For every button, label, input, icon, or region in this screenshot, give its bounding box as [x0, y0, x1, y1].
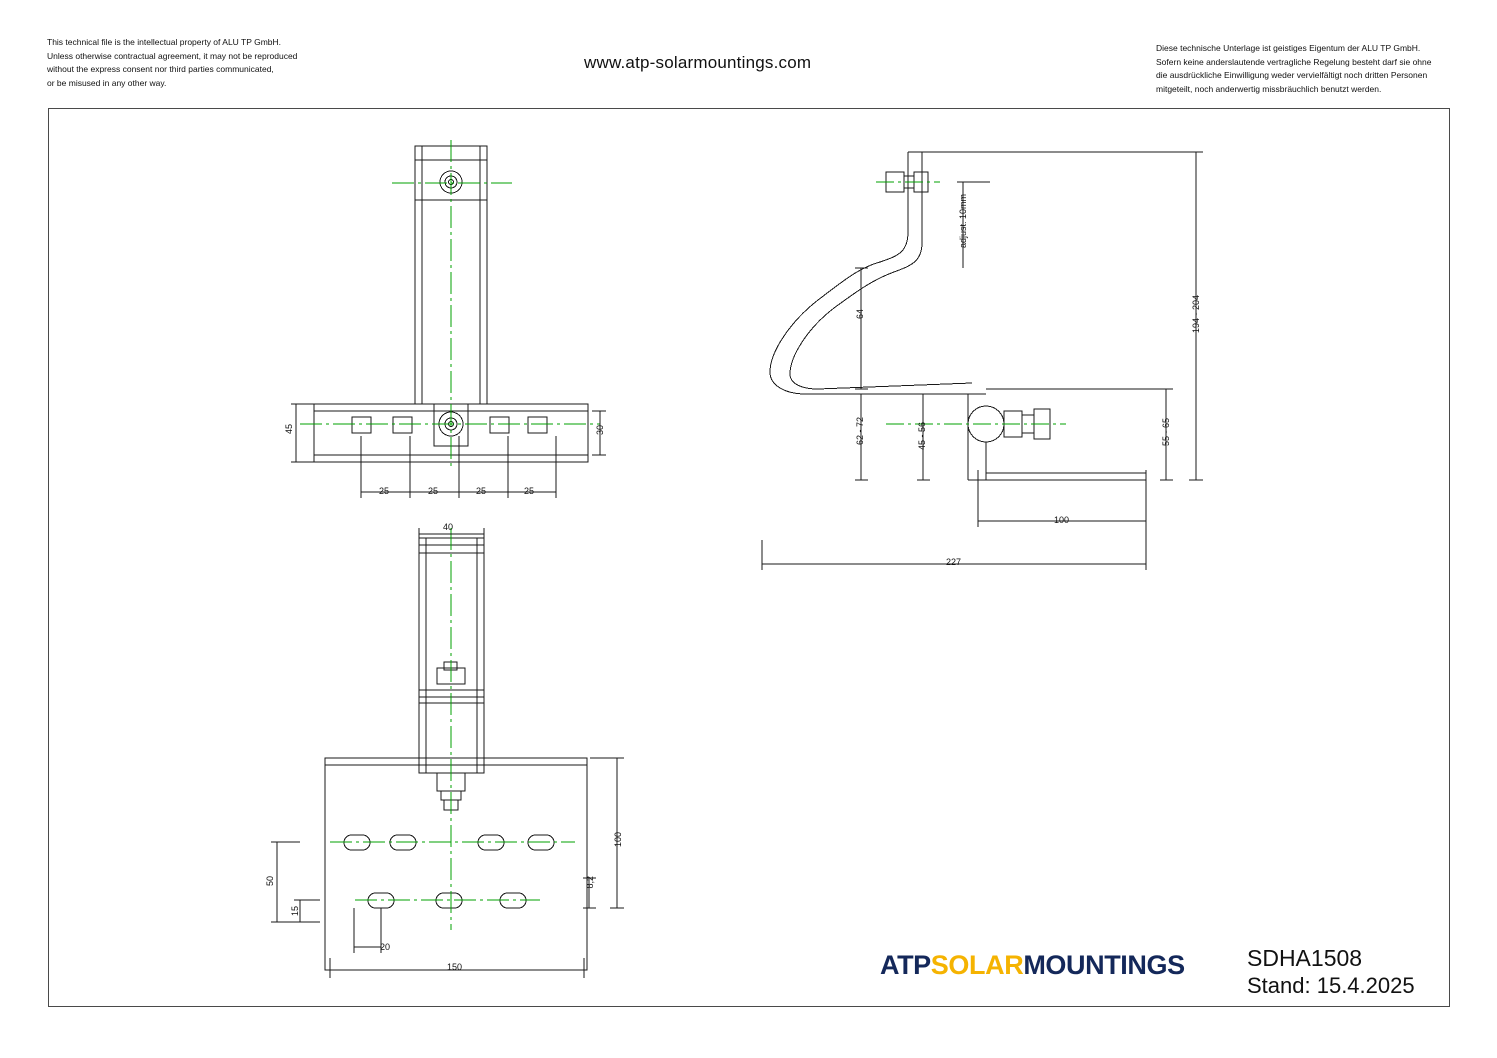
- dim-label-45: 45: [284, 424, 294, 435]
- dim-label-25a: 25: [379, 486, 390, 496]
- logo-text-mountings: MOUNTINGS: [1023, 950, 1185, 980]
- dim-label-adjust: adjust. 10mm: [958, 194, 968, 249]
- part-info: [1247, 944, 1415, 1000]
- dim-label-100-top: 100: [613, 832, 623, 848]
- dim-20: [354, 908, 381, 953]
- dim-label-194-204: 194 - 204: [1191, 295, 1201, 334]
- dim-label-50: 50: [265, 876, 275, 887]
- dim-45: [291, 404, 316, 462]
- dim-label-64: 64: [855, 309, 865, 320]
- dim-label-45-56: 45 - 56: [917, 422, 927, 451]
- dim-label-62-72: 62 - 72: [855, 417, 865, 446]
- website-url: www.atp-solarmountings.com: [584, 53, 812, 72]
- legal-line: without the express consent nor third parties communicated,: [47, 64, 274, 74]
- dim-label-25c: 25: [476, 486, 487, 496]
- dim-label-25d: 25: [524, 486, 535, 496]
- dim-label-55-65: 55 - 65: [1161, 418, 1171, 447]
- dim-label-25b: 25: [428, 486, 439, 496]
- dim-55-65: [986, 389, 1173, 480]
- legal-line: Unless otherwise contractual agreement, it may not be reproduced: [47, 50, 298, 61]
- legal-line: Diese technische Unterlage ist geistiges Eigentum der ALU TP GmbH.: [1156, 43, 1421, 53]
- dim-label-30: 30: [595, 425, 605, 436]
- logo-text-solar: SOLAR: [930, 950, 1024, 980]
- part-code: SDHA1508: [1247, 945, 1363, 971]
- dim-label-20: 20: [380, 942, 391, 952]
- logo-text-atp: ATP: [880, 950, 931, 980]
- legal-line: This technical file is the intellectual property of ALU TP GmbH.: [47, 37, 282, 47]
- legal-line: die ausdrückliche Einwilligung weder vervielfältigt noch dritten Personen: [1156, 70, 1428, 80]
- dim-label-40: 40: [443, 522, 454, 532]
- legal-line: mitgeteilt, noch anderwertig missbräuchlich benutzt werden.: [1156, 83, 1382, 94]
- revision-date: Stand: 15.4.2025: [1247, 973, 1415, 998]
- dim-label-100-side: 100: [1054, 515, 1070, 525]
- dim-label-227: 227: [946, 557, 962, 567]
- dim-label-15: 15: [290, 906, 300, 917]
- top-view-geometry: [325, 538, 587, 970]
- dim-label-8-2: 8,2: [585, 876, 595, 889]
- dim-label-150: 150: [447, 962, 463, 972]
- company-logo: [880, 950, 1185, 981]
- legal-line: Sofern keine anderslautende vertragliche Regelung besteht darf sie ohne: [1156, 56, 1432, 67]
- legal-line: or be misused in any other way.: [47, 77, 167, 88]
